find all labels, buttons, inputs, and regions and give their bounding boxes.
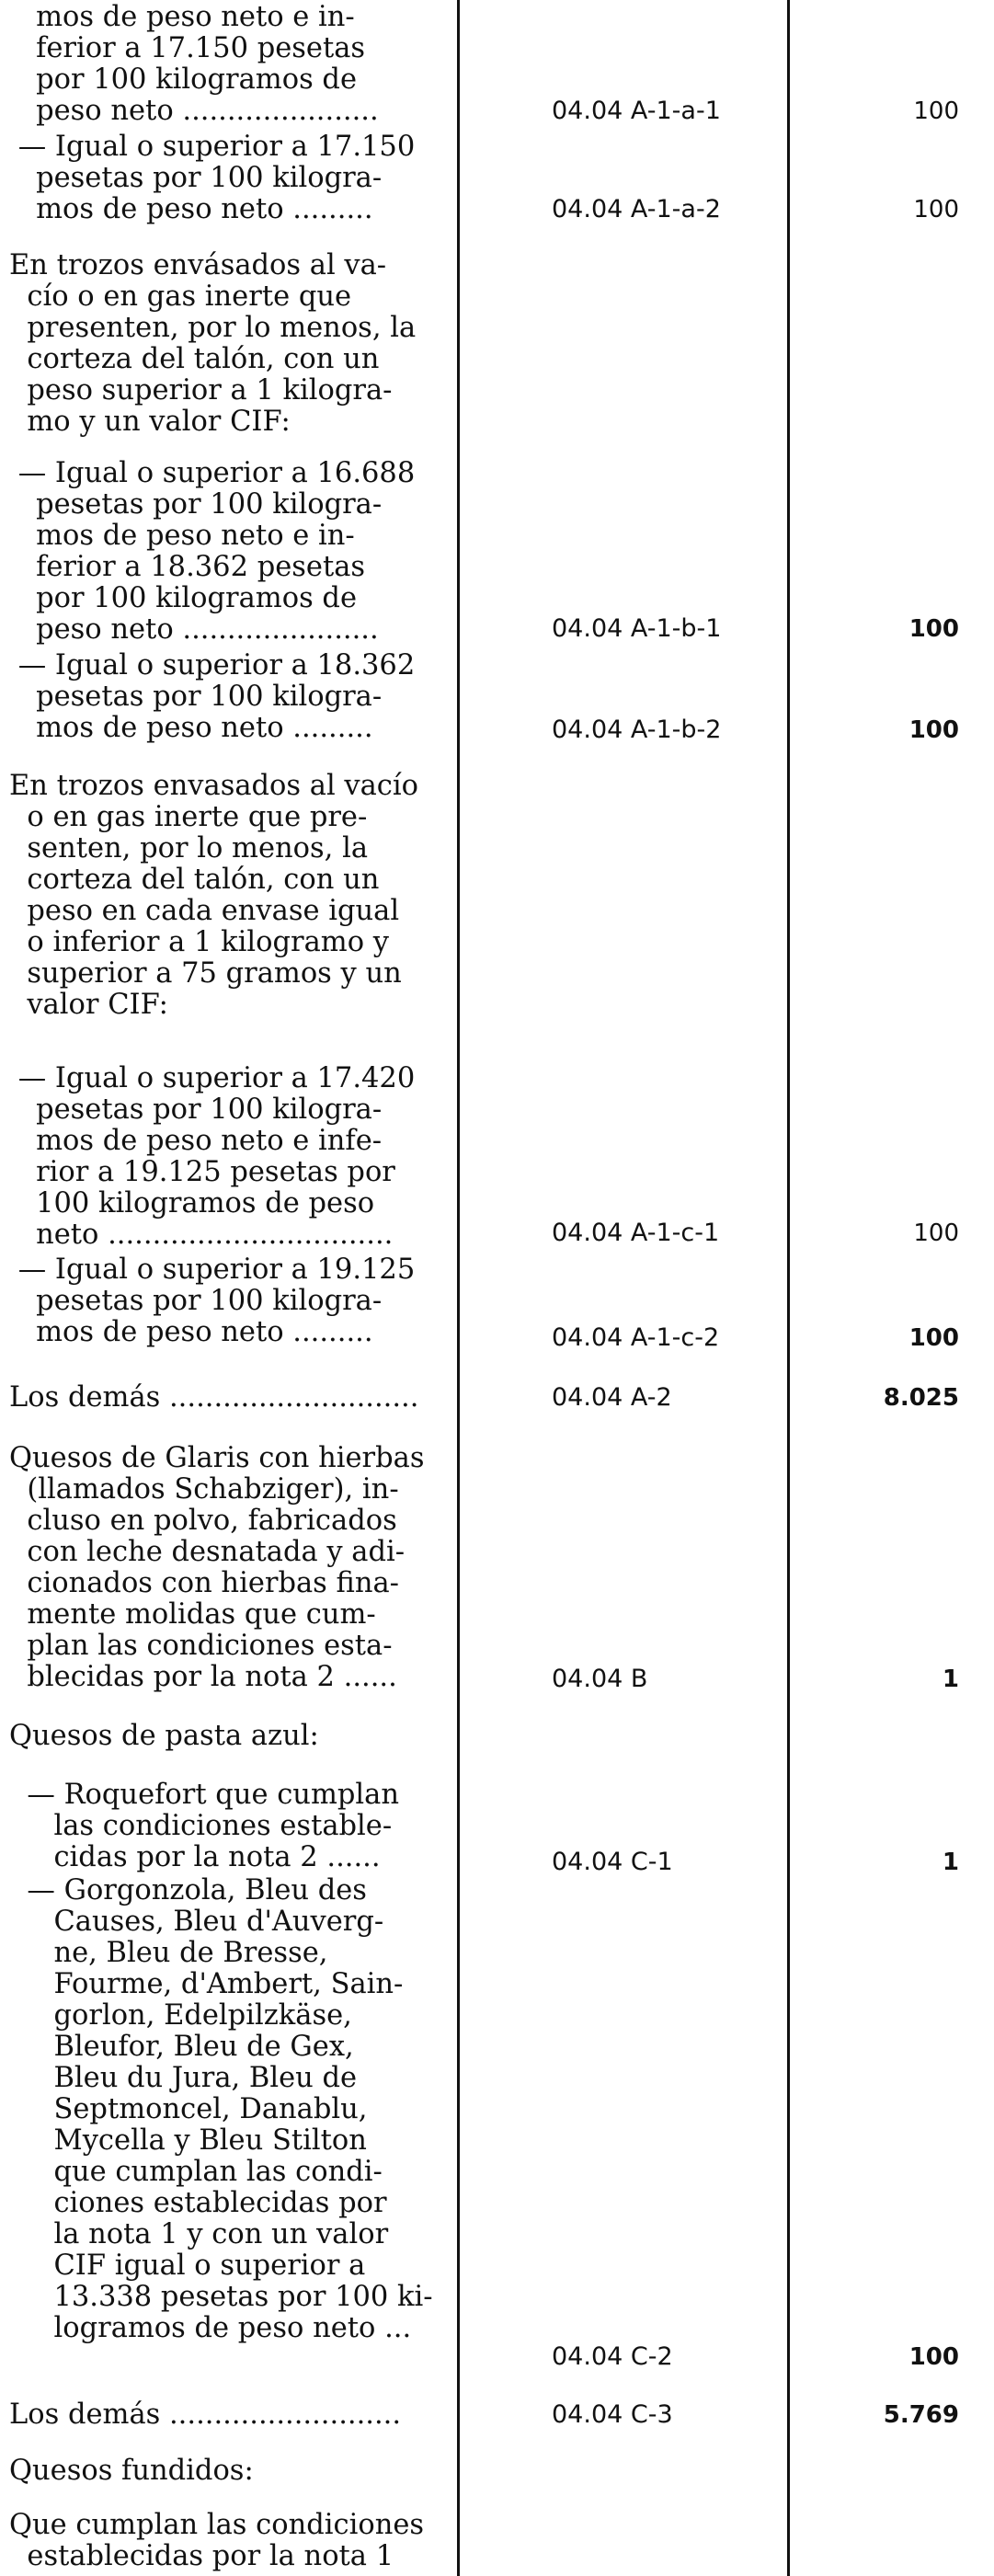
row-description: Quesos de Glaris con hierbas (llamados Schabziger), in- cluso en polvo, fabricados con leche desnatada y adi- cionados con hierbas fina- mente molidas que cum- plan las condiciones esta- blecidas por la nota 2 ...... xyxy=(9,1442,425,1693)
row-code: 04.04 A-1-b-1 xyxy=(552,614,722,643)
row-rate: 100 xyxy=(908,1324,959,1352)
row-code: 04.04 A-1-c-2 xyxy=(552,1323,720,1352)
row-code: 04.04 A-1-c-1 xyxy=(552,1219,720,1247)
row-description: Los demás ............................ xyxy=(9,1381,419,1414)
row-code: 04.04 A-1-a-2 xyxy=(552,195,721,223)
row-description: En trozos envásados al va- cío o en gas inerte que presenten, por lo menos, la corteza del talón, con un peso superior a 1 kilogra- mo y un valor CIF: xyxy=(9,249,417,438)
row-description: mos de peso neto e in- ferior a 17.150 pesetas por 100 kilogramos de peso neto ...................... xyxy=(36,1,379,127)
row-rate: 100 xyxy=(913,196,959,223)
row-code: 04.04 A-1-b-2 xyxy=(552,716,722,744)
row-description: Que cumplan las condiciones establecidas por la nota 1 xyxy=(9,2509,425,2572)
row-description: — Igual o superior a 19.125 pesetas por 100 kilogra- mos de peso neto ......... xyxy=(17,1254,416,1348)
row-rate: 100 xyxy=(908,716,959,744)
row-rate: 100 xyxy=(913,1219,959,1247)
row-rate: 100 xyxy=(908,2343,959,2371)
row-rate: 5.769 xyxy=(883,2401,959,2429)
row-description: — Igual o superior a 18.362 pesetas por 100 kilogra- mos de peso neto ......... xyxy=(17,649,416,744)
row-rate: 100 xyxy=(913,97,959,125)
row-rate: 8.025 xyxy=(883,1384,959,1412)
row-code: 04.04 C-1 xyxy=(552,1848,673,1876)
row-description: — Igual o superior a 16.688 pesetas por 100 kilogra- mos de peso neto e in- ferior a 18.362 pesetas por 100 kilogramos de peso neto ...................... xyxy=(17,457,416,646)
row-description: En trozos envasados al vacío o en gas inerte que pre- senten, por lo menos, la corteza del talón, con un peso en cada envase igual o inferior a 1 kilogramo y superior a 75 gramos y un valor CIF: xyxy=(9,770,419,1021)
row-rate: 100 xyxy=(908,615,959,643)
column-divider-right xyxy=(787,0,790,2576)
row-rate: 1 xyxy=(942,1849,959,1876)
row-description: — Gorgonzola, Bleu des Causes, Bleu d'Auverg- ne, Bleu de Bresse, Fourme, d'Ambert, Sain- gorlon, Edelpilzkäse, Bleufor, Bleu de Gex, Bleu du Jura, Bleu de Septmoncel, Danablu, Mycella y Bleu Stilton que cumplan las condi- ciones establecidas por la nota 1 y con un valor CIF igual o superior a 13.338 pesetas por 100 ki- logramos de peso neto ... xyxy=(27,1874,433,2344)
row-code: 04.04 C-2 xyxy=(552,2342,673,2371)
row-code: 04.04 C-3 xyxy=(552,2400,673,2429)
column-divider-left xyxy=(457,0,460,2576)
row-description: Los demás .......................... xyxy=(9,2399,402,2431)
row-description: — Igual o superior a 17.150 pesetas por 100 kilogra- mos de peso neto ......... xyxy=(17,131,416,225)
row-description: Quesos de pasta azul: xyxy=(9,1720,319,1752)
row-code: 04.04 B xyxy=(552,1665,648,1693)
row-description: — Roquefort que cumplan las condiciones estable- cidas por la nota 2 ...... xyxy=(27,1779,399,1873)
row-description: — Igual o superior a 17.420 pesetas por 100 kilogra- mos de peso neto e infe- rior a 19.125 pesetas por 100 kilogramos de peso neto ................................ xyxy=(17,1062,416,1251)
row-description: Quesos fundidos: xyxy=(9,2455,254,2487)
row-code: 04.04 A-2 xyxy=(552,1383,672,1412)
row-code: 04.04 A-1-a-1 xyxy=(552,97,721,125)
row-rate: 1 xyxy=(942,1666,959,1693)
